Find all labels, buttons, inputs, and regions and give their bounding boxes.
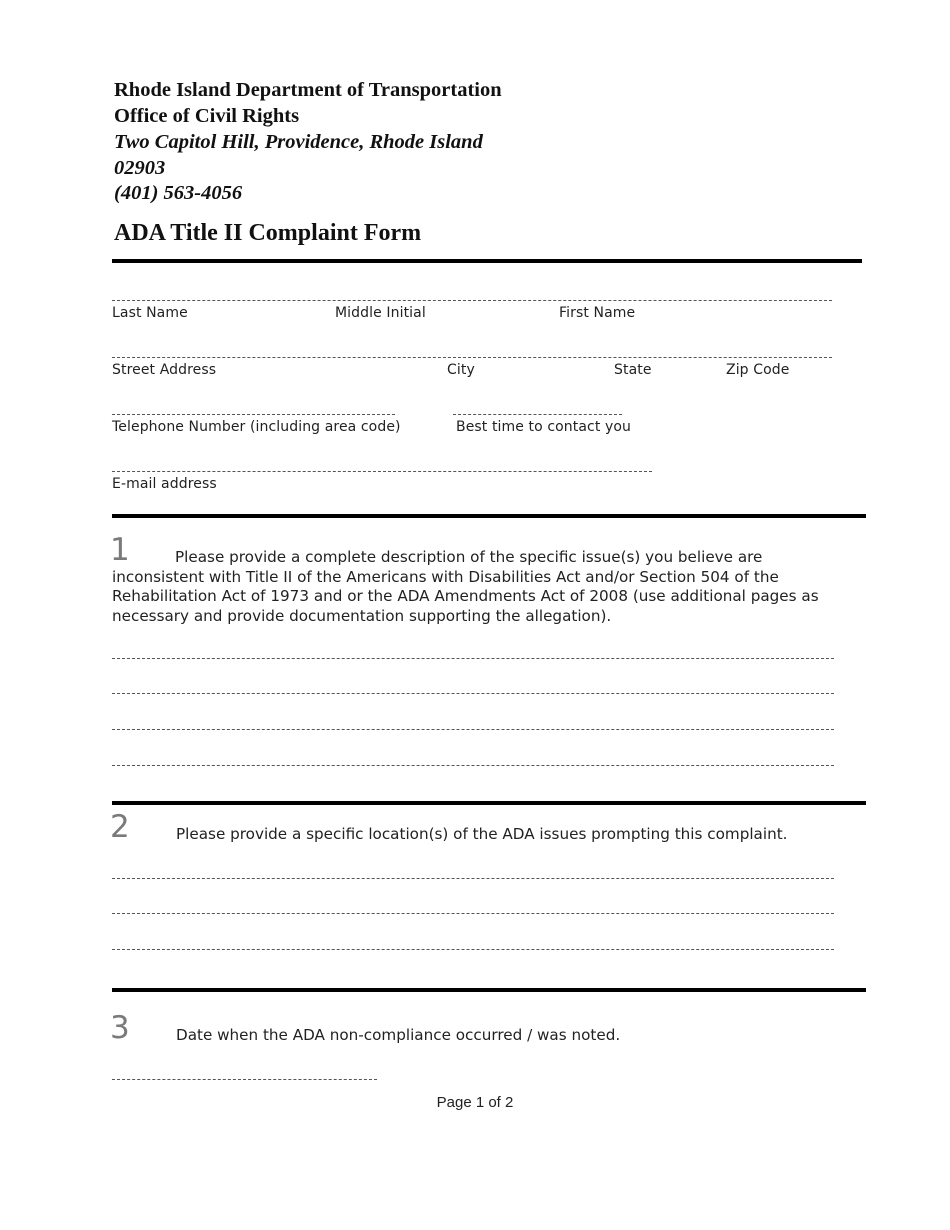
address-input-line[interactable] (112, 357, 832, 358)
question-3-text: Date when the ADA non-compliance occurred / was noted. (176, 1026, 621, 1044)
page-number: Page 1 of 2 (436, 1094, 514, 1111)
address-line: Two Capitol Hill, Providence, Rhode Island (114, 131, 483, 153)
section-divider-1 (112, 514, 866, 518)
zip-code-label: Zip Code (726, 362, 790, 378)
answer-2-line[interactable] (112, 913, 834, 914)
agency-name: Rhode Island Department of Transportation (114, 79, 502, 101)
zip-line: 02903 (114, 157, 166, 179)
office-name: Office of Civil Rights (114, 105, 300, 127)
answer-1-line[interactable] (112, 729, 834, 730)
first-name-label: First Name (559, 305, 636, 321)
section-divider-3 (112, 988, 866, 992)
answer-2-line[interactable] (112, 949, 834, 950)
question-1-text (112, 548, 832, 626)
question-2-text: Please provide a specific location(s) of the ADA issues prompting this complaint. (176, 825, 788, 843)
section-divider-2 (112, 801, 866, 805)
best-time-input-line[interactable] (453, 414, 622, 415)
question-2-number: 2 (110, 809, 130, 845)
telephone-input-line[interactable] (112, 414, 395, 415)
question-3-number: 3 (110, 1010, 130, 1046)
phone-line: (401) 563-4056 (114, 182, 243, 204)
question-1-text-content: Please provide a complete description of the specific issue(s) you believe are inconsistent with Title II of the Americans with Disabilities Act and/or Section 504 of the Rehabilitation Act of 1973 and or the ADA Amendments Act of 2008 (use additional pages as necessary and provide documentation supporting the allegation). (112, 548, 819, 625)
name-input-line[interactable] (112, 300, 832, 301)
street-address-label: Street Address (112, 362, 217, 378)
form-title: ADA Title II Complaint Form (114, 220, 422, 246)
date-input-line[interactable] (112, 1079, 377, 1080)
city-label: City (447, 362, 475, 378)
telephone-label: Telephone Number (including area code) (112, 419, 401, 435)
answer-1-line[interactable] (112, 765, 834, 766)
email-label: E-mail address (112, 476, 217, 492)
state-label: State (614, 362, 652, 378)
last-name-label: Last Name (112, 305, 188, 321)
answer-1-line[interactable] (112, 658, 834, 659)
best-time-label: Best time to contact you (456, 419, 632, 435)
email-input-line[interactable] (112, 471, 652, 472)
middle-initial-label: Middle Initial (335, 305, 426, 321)
title-divider (112, 259, 862, 263)
answer-2-line[interactable] (112, 878, 834, 879)
answer-1-line[interactable] (112, 693, 834, 694)
question-1-number: 1 (110, 532, 130, 568)
